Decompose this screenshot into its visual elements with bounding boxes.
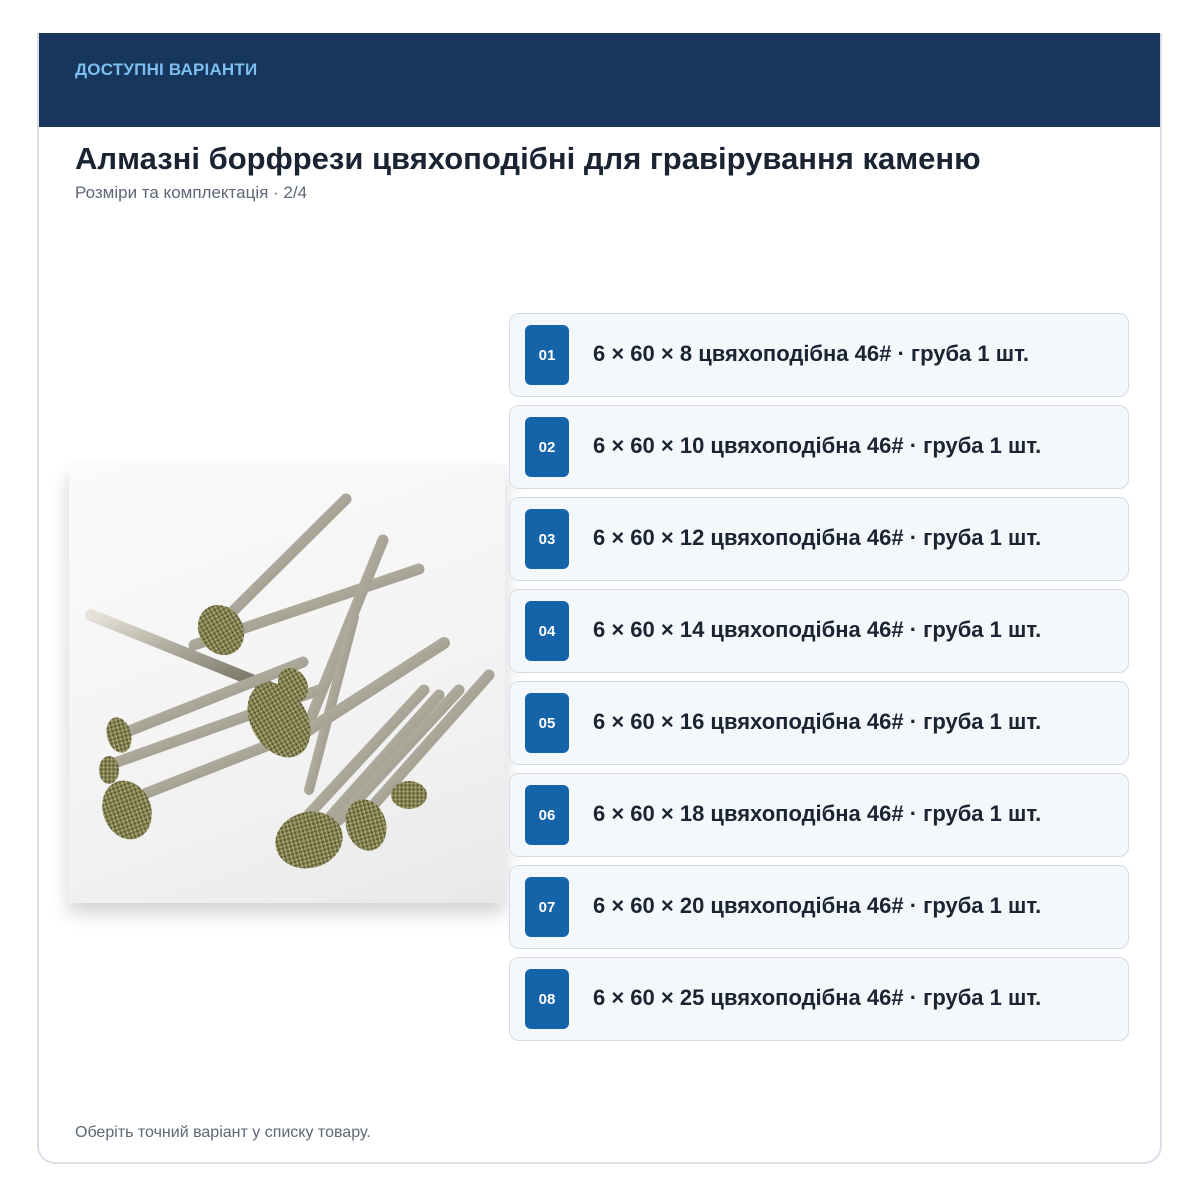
variant-row-01[interactable]: [509, 313, 1129, 397]
variant-row-06[interactable]: [509, 773, 1129, 857]
variant-label: 6 × 60 × 12 цвяхоподібна 46# · груба 1 шт.: [593, 525, 1042, 550]
variant-number-badge: 04: [525, 601, 569, 661]
variant-number-badge: 05: [525, 693, 569, 753]
product-card: [37, 33, 1162, 1164]
variant-number-badge: 06: [525, 785, 569, 845]
variant-row-02[interactable]: [509, 405, 1129, 489]
product-photo: [69, 465, 505, 903]
variant-label: 6 × 60 × 10 цвяхоподібна 46# · груба 1 шт.: [593, 433, 1042, 458]
variant-number-badge: 02: [525, 417, 569, 477]
variant-number-badge: 01: [525, 325, 569, 385]
variant-label: 6 × 60 × 16 цвяхоподібна 46# · груба 1 шт.: [593, 709, 1042, 734]
page-subtitle: Розміри та комплектація · 2/4: [75, 183, 308, 202]
footer-note: Оберіть точний варіант у списку товару.: [75, 1124, 371, 1141]
variant-number-badge: 07: [525, 877, 569, 937]
diamond-burs-illustration: [69, 465, 505, 903]
variant-row-08[interactable]: [509, 957, 1129, 1041]
variant-row-05[interactable]: [509, 681, 1129, 765]
variant-label: 6 × 60 × 8 цвяхоподібна 46# · груба 1 шт.: [593, 341, 1030, 366]
variant-row-04[interactable]: [509, 589, 1129, 673]
variant-label: 6 × 60 × 18 цвяхоподібна 46# · груба 1 шт.: [593, 801, 1042, 826]
variant-label: 6 × 60 × 14 цвяхоподібна 46# · груба 1 шт.: [593, 617, 1042, 642]
variant-number-badge: 08: [525, 969, 569, 1029]
section-eyebrow: ДОСТУПНІ ВАРІАНТИ: [75, 60, 258, 79]
header-band: [39, 33, 1162, 127]
variant-row-07[interactable]: [509, 865, 1129, 949]
variant-row-03[interactable]: [509, 497, 1129, 581]
variant-label: 6 × 60 × 20 цвяхоподібна 46# · груба 1 шт.: [593, 893, 1042, 918]
page-title: Алмазні борфрези цвяхоподібні для гравірування каменю: [75, 141, 981, 176]
variant-number-badge: 03: [525, 509, 569, 569]
variant-label: 6 × 60 × 25 цвяхоподібна 46# · груба 1 шт.: [593, 985, 1042, 1010]
